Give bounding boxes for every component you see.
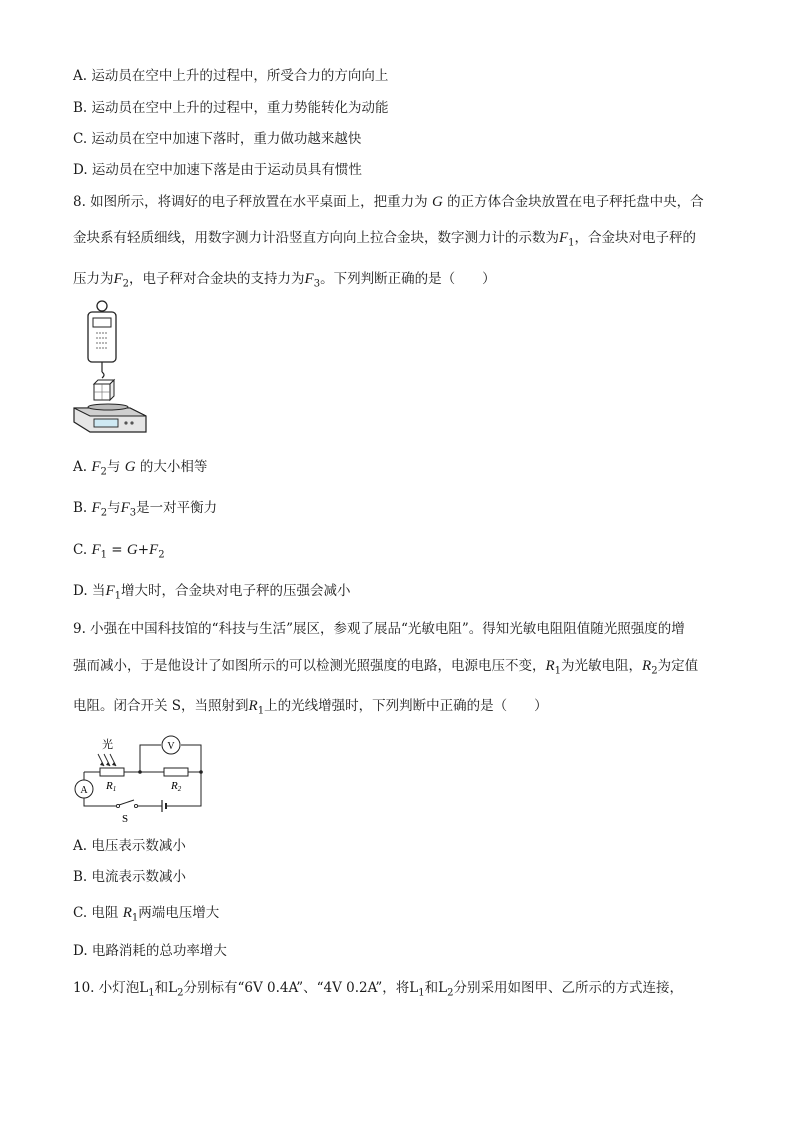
q9-option-d: D. 电路消耗的总功率增大 xyxy=(73,943,227,959)
q8-stem-line3: 压力为$F_2$，电子秤对合金块的支持力为$F_3$。下列判断正确的是（ ） xyxy=(73,271,496,290)
light-label: 光 xyxy=(102,738,113,751)
ammeter-label: A xyxy=(80,785,88,796)
q9-option-a: A. 电压表示数减小 xyxy=(73,838,186,854)
q9-option-c: C. 电阻 $R_1$两端电压增大 xyxy=(73,905,220,924)
r2-label: R2 xyxy=(171,780,182,793)
r1-label: R1 xyxy=(106,780,117,793)
resistor-r2 xyxy=(164,768,188,776)
q7-option-c: C. 运动员在空中加速下落时，重力做功越来越快 xyxy=(73,131,362,147)
q8-stem-line2: 金块系有轻质细线，用数字测力计沿竖直方向向上拉合金块，数字测力计的示数为$F_1$，合金块对电子秤的 xyxy=(73,230,697,249)
q10-stem-line1: 10. 小灯泡$L_1$和$L_2$分别标有“6V 0.4A”、“4V 0.2A”，将$L_1$和$L_2$分别采用如图甲、乙所示的方式连接， xyxy=(73,980,683,999)
q8-option-a: A. $F_2$与 G 的大小相等 xyxy=(73,459,208,478)
q8-option-b: B. $F_2$与$F_3$是一对平衡力 xyxy=(73,500,218,519)
q8-scale-figure xyxy=(66,298,156,446)
q9-option-b: B. 电流表示数减小 xyxy=(73,869,187,885)
q7-option-b: B. 运动员在空中上升的过程中，重力势能转化为动能 xyxy=(73,100,389,116)
q8-stem-line1: 8. 如图所示，将调好的电子秤放置在水平桌面上，把重力为 G 的正方体合金块放置在电子秤托盘中央，合 xyxy=(73,194,704,210)
q9-stem-line3: 电阻。闭合开关 S，当照射到$R_1$上的光线增强时，下列判断中正确的是（ ） xyxy=(73,698,548,717)
q9-circuit-diagram xyxy=(70,734,210,826)
q7-option-a: A. 运动员在空中上升的过程中，所受合力的方向向上 xyxy=(73,68,389,84)
switch-label: S xyxy=(122,813,129,825)
q7-option-d: D. 运动员在空中加速下落是由于运动员具有惯性 xyxy=(73,162,362,178)
q8-option-c: C. $F_1 = G+F_2$ xyxy=(73,542,165,561)
voltmeter-label: V xyxy=(167,741,175,752)
q8-option-d: D. 当$F_1$增大时，合金块对电子秤的压强会减小 xyxy=(73,583,351,602)
photoresistor-r1 xyxy=(100,768,124,776)
q9-stem-line1: 9. 小强在中国科技馆的“科技与生活”展区，参观了展品“光敏电阻”。得知光敏电阻阻值随光照强度的增 xyxy=(73,621,685,637)
q9-stem-line2: 强而减小，于是他设计了如图所示的可以检测光照强度的电路，电源电压不变，$R_1$为光敏电阻，$R_2$为定值 xyxy=(73,658,699,677)
